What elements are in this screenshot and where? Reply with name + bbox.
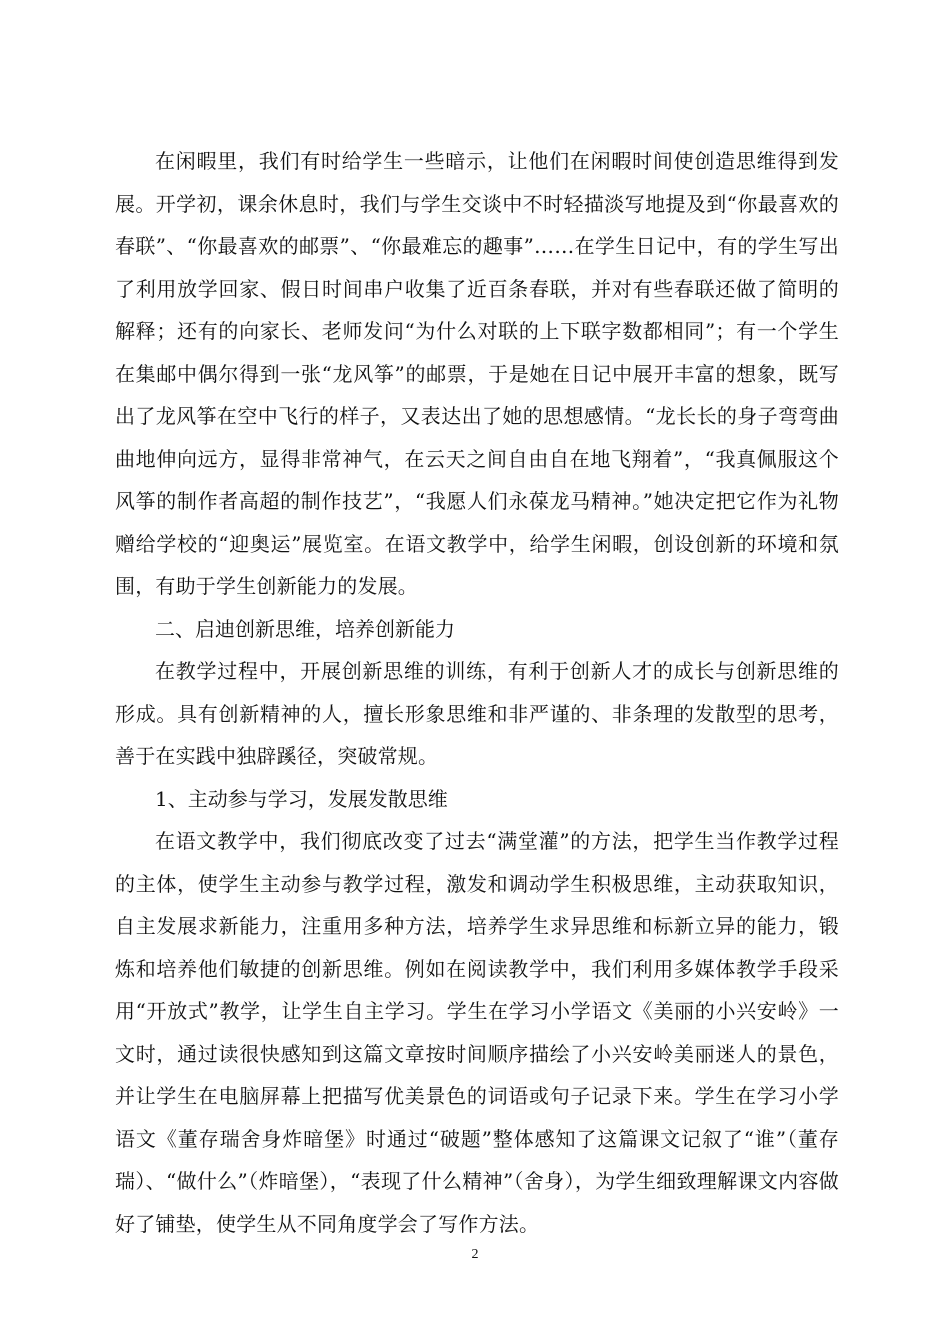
section-heading-2: 二、启迪创新思维，培养创新能力 [155,616,455,641]
subsection-heading-1: 1、主动参与学习，发展发散思维 [155,786,448,811]
paragraph-innovation: 在教学过程中，开展创新思维的训练，有利于创新人才的成长与创新思维的形成。具有创新精神的人，擅长形象思维和非严谨的、非条理的发散型的思考，善于在实践中独辟蹊径，突破常规。 [115,659,839,768]
page-number: 2 [471,1247,479,1262]
document-body [115,140,839,1245]
paragraph-leisure: 在闲暇里，我们有时给学生一些暗示，让他们在闲暇时间使创造思维得到发展。开学初，课余休息时，我们与学生交谈中不时轻描淡写地提及到“你最喜欢的春联”、“你最喜欢的邮票”、“你最难忘的趣事”……在学生日记中，有的学生写出了利用放学回家、假日时间串户收集了近百条春联，并对有些春联还做了简明的解释；还有的向家长、老师发问“为什么对联的上下联字数都相同”；有一个学生在集邮中偶尔得到一张“龙风筝”的邮票，于是她在日记中展开丰富的想象，既写出了龙风筝在空中飞行的样子，又表达出了她的思想感情。“龙长长的身子弯弯曲曲地伸向远方，显得非常神气，在云天之间自由自在地飞翔着”，“我真佩服这个风筝的制作者高超的制作技艺”，“我愿人们永葆龙马精神。”她决定把它作为礼物赠给学校的“迎奥运”展览室。在语文教学中，给学生闲暇，创设创新的环境和氛围，有助于学生创新能力的发展。 [115,149,839,598]
paragraph-participation: 在语文教学中，我们彻底改变了过去“满堂灌”的方法，把学生当作教学过程的主体，使学生主动参与教学过程，激发和调动学生积极思维，主动获取知识，自主发展求新能力，注重用多种方法，培养学生求异思维和标新立异的能力，锻炼和培养他们敏捷的创新思维。例如在阅读教学中，我们利用多媒体教学手段采用“开放式”教学，让学生自主学习。学生在学习小学语文《美丽的小兴安岭》一文时，通过读很快感知到这篇文章按时间顺序描绘了小兴安岭美丽迷人的景色，并让学生在电脑屏幕上把描写优美景色的词语或句子记录下来。学生在学习小学语文《董存瑞舍身炸暗堡》时通过“破题”整体感知了这篇课文记叙了“谁”（董存瑞）、“做什么”（炸暗堡），“表现了什么精神”（舍身），为学生细致理解课文内容做好了铺垫，使学生从不同角度学会了写作方法。 [115,829,839,1236]
